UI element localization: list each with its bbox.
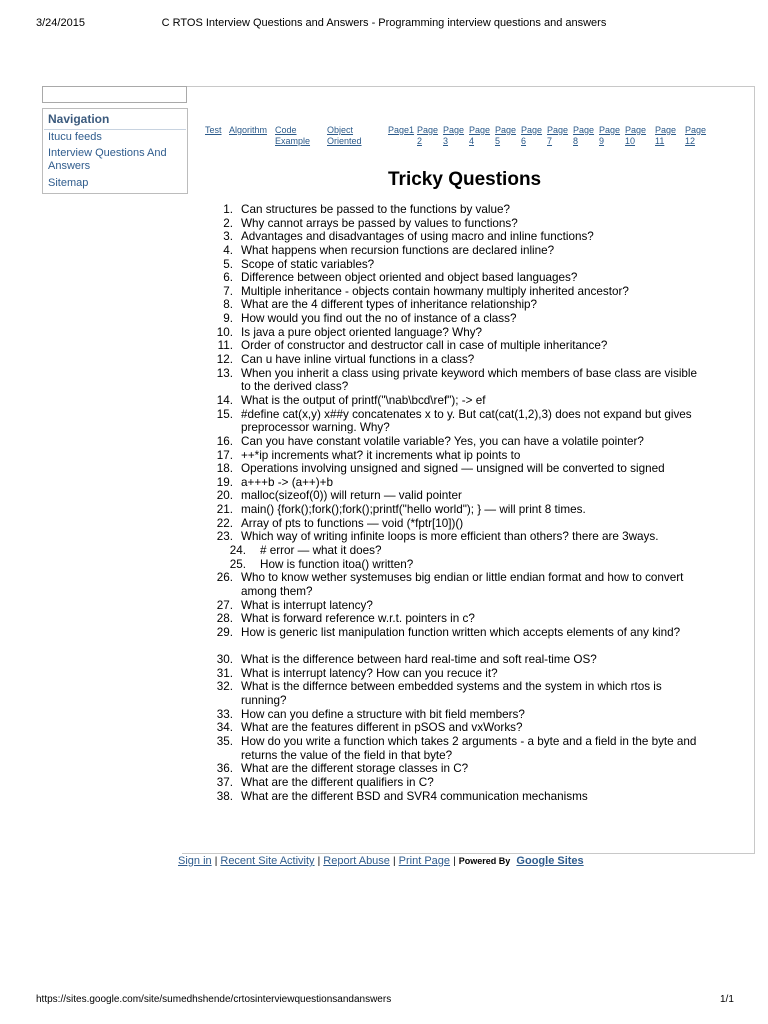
item-number: 30. xyxy=(216,653,233,667)
list-item xyxy=(0,667,768,681)
item-text: What are the different qualifiers in C? xyxy=(241,776,434,789)
list-item xyxy=(0,462,768,476)
item-text: How is generic list manipulation function written which accepts elements of any kind? xyxy=(241,625,681,639)
item-number: 16. xyxy=(216,434,233,448)
item-number: 38. xyxy=(216,789,233,803)
list-item xyxy=(0,449,768,463)
item-number: 36. xyxy=(216,762,233,776)
question-list xyxy=(0,203,768,803)
item-number: 4. xyxy=(223,243,233,257)
list-item xyxy=(0,367,768,394)
item-number: 11. xyxy=(217,339,233,353)
item-number: 8. xyxy=(223,298,233,312)
site-footer xyxy=(178,855,584,867)
item-number: 32. xyxy=(216,680,233,694)
page-heading: Tricky Questions xyxy=(388,169,542,190)
link-test[interactable]: Test xyxy=(205,125,222,135)
item-number: 3. xyxy=(223,230,233,244)
print-url: https://sites.google.com/site/sumedhshende/crtosinterviewquestionsandanswers xyxy=(36,994,392,1005)
google-sites-link[interactable]: Google Sites xyxy=(516,855,584,867)
item-number: 18. xyxy=(216,462,233,476)
footer-separator: | xyxy=(214,856,218,867)
item-text: Why cannot arrays be passed by values to functions? xyxy=(241,216,518,230)
list-item xyxy=(0,571,768,598)
link-page-10[interactable]: Page 10 xyxy=(625,125,647,146)
list-item xyxy=(0,271,768,285)
print-page-title: C RTOS Interview Questions and Answers - Programming interview questions and answers xyxy=(161,17,607,29)
link-page-5[interactable]: Page 5 xyxy=(495,125,517,146)
link-page-7[interactable]: Page 7 xyxy=(547,125,569,146)
list-item xyxy=(0,503,768,517)
search-input[interactable] xyxy=(42,86,187,103)
item-text: #define cat(x,y) x##y concatenates x to y. But cat(cat(1,2),3) does not expand but gives preprocessor warning. Why? xyxy=(241,407,692,435)
item-text: main() {fork();fork();fork();printf("hello world"); } — will print 8 times. xyxy=(241,503,586,517)
item-text: Advantages and disadvantages of using macro and inline functions? xyxy=(241,230,594,244)
item-text: Who to know wether systemuses big endian or little endian format and how to convert among them? xyxy=(241,571,684,598)
item-text: Difference between object oriented and object based languages? xyxy=(241,271,578,285)
list-item xyxy=(0,353,768,367)
print-page-number: 1/1 xyxy=(720,994,734,1005)
item-number: 33. xyxy=(216,707,233,721)
item-text: # error — what it does? xyxy=(260,544,382,558)
list-item xyxy=(0,680,768,707)
link-page-6[interactable]: Page 6 xyxy=(521,125,543,146)
item-text: Can structures be passed to the functions by value? xyxy=(241,203,510,216)
item-text: Is java a pure object oriented language? Why? xyxy=(241,325,483,339)
item-number: 20. xyxy=(216,489,233,503)
list-item xyxy=(0,626,768,653)
link-code-example[interactable]: Code Example xyxy=(275,125,311,146)
list-item xyxy=(0,258,768,272)
item-text: ++*ip increments what? it increments what ip points to xyxy=(241,448,521,462)
list-item xyxy=(0,435,768,449)
nav-item-sitemap[interactable]: Sitemap xyxy=(48,177,89,189)
item-text: Multiple inheritance - objects contain howmany multiply inherited ancestor? xyxy=(241,284,629,298)
print-date: 3/24/2015 xyxy=(36,17,85,29)
list-item xyxy=(0,230,768,244)
item-number: 31. xyxy=(216,666,233,680)
link-page-2[interactable]: Page 2 xyxy=(417,125,439,146)
item-text: Can u have inline virtual functions in a class? xyxy=(241,353,475,367)
item-text: What is the output of printf("\nab\bcd\ref"); -> ef xyxy=(241,393,486,407)
nav-item-interview-questions[interactable]: Interview Questions And Answers xyxy=(48,147,167,172)
item-text: a+++b -> (a++)+b xyxy=(241,475,333,489)
item-number: 14. xyxy=(216,393,233,407)
item-text: What are the different storage classes in C? xyxy=(241,762,469,776)
item-text: What is forward reference w.r.t. pointers in c? xyxy=(241,612,475,626)
list-item xyxy=(0,776,768,790)
item-text: Scope of static variables? xyxy=(241,257,375,271)
item-text: Order of constructor and destructor call in case of multiple inheritance? xyxy=(241,339,608,353)
item-text: What are the features different in pSOS and vxWorks? xyxy=(241,721,523,735)
list-item xyxy=(0,530,768,544)
link-page-4[interactable]: Page 4 xyxy=(469,125,491,146)
item-text: Array of pts to functions — void (*fptr[10])() xyxy=(241,516,464,530)
item-text: How would you find out the no of instance of a class? xyxy=(241,312,517,326)
list-item xyxy=(0,544,768,558)
item-number: 10. xyxy=(216,325,233,339)
recent-activity-link[interactable]: Recent Site Activity xyxy=(220,855,315,867)
list-item xyxy=(0,476,768,490)
list-item xyxy=(0,762,768,776)
item-number: 15. xyxy=(216,407,233,421)
list-item xyxy=(0,599,768,613)
item-text: What is the difference between hard real-time and soft real-time OS? xyxy=(241,653,597,667)
list-item xyxy=(0,394,768,408)
item-text: How is function itoa() written? xyxy=(260,557,414,571)
item-number: 23. xyxy=(216,530,233,544)
list-item xyxy=(0,298,768,312)
item-number: 22. xyxy=(216,516,233,530)
item-text: What is interrupt latency? xyxy=(241,598,373,612)
navigation-title: Navigation xyxy=(48,112,110,126)
item-number: 27. xyxy=(216,598,233,612)
powered-by-label: Powered By xyxy=(458,856,511,866)
footer-separator: | xyxy=(392,856,396,867)
report-abuse-link[interactable]: Report Abuse xyxy=(323,855,390,867)
item-number: 24. xyxy=(229,544,246,558)
item-text: Can you have constant volatile variable? Yes, you can have a volatile pointer? xyxy=(241,434,644,448)
item-text: malloc(sizeof(0)) will return — valid pointer xyxy=(241,489,462,503)
item-number: 25. xyxy=(229,557,246,571)
item-number: 19. xyxy=(216,475,233,489)
list-item xyxy=(0,721,768,735)
item-text: How can you define a structure with bit field members? xyxy=(241,707,525,721)
item-number: 7. xyxy=(223,284,233,298)
print-page-link[interactable]: Print Page xyxy=(398,855,451,867)
link-page-3[interactable]: Page 3 xyxy=(443,125,465,146)
navigation-divider xyxy=(44,129,186,130)
item-number: 37. xyxy=(216,776,233,789)
link-page-12[interactable]: Page 12 xyxy=(685,125,707,146)
list-item xyxy=(0,408,768,435)
list-item xyxy=(0,312,768,326)
list-item xyxy=(0,653,768,667)
link-object-oriented[interactable]: Object Oriented xyxy=(327,125,362,146)
list-item xyxy=(0,244,768,258)
item-number: 35. xyxy=(216,735,233,749)
navigation-panel xyxy=(42,108,188,194)
item-text: What is the differnce between embedded systems and the system in which rtos is running? xyxy=(241,680,662,708)
item-number: 9. xyxy=(223,312,233,326)
item-number: 28. xyxy=(216,612,233,626)
item-text: Which way of writing infinite loops is more efficient than others? there are 3ways. xyxy=(241,530,659,544)
list-item xyxy=(0,790,768,804)
nav-item-itucu-feeds[interactable]: Itucu feeds xyxy=(48,131,102,143)
item-text: Operations involving unsigned and signed — unsigned will be converted to signed xyxy=(241,462,665,476)
item-number: 1. xyxy=(223,203,233,216)
list-item xyxy=(0,285,768,299)
item-number: 21. xyxy=(216,503,233,517)
item-number: 29. xyxy=(216,625,233,639)
item-number: 26. xyxy=(216,571,233,585)
list-item xyxy=(0,489,768,503)
item-text: How do you write a function which takes 2 arguments - a byte and a field in the byte and returns the value of the field in that byte? xyxy=(241,735,697,762)
item-number: 34. xyxy=(216,721,233,735)
item-number: 6. xyxy=(223,271,233,285)
item-text: What are the different BSD and SVR4 communication mechanisms xyxy=(241,789,588,803)
list-item xyxy=(0,203,768,217)
link-page1[interactable]: Page1 xyxy=(388,125,415,135)
list-item xyxy=(0,558,768,572)
list-item xyxy=(0,517,768,531)
item-number: 12. xyxy=(216,353,233,367)
link-page-11[interactable]: Page 11 xyxy=(655,125,677,146)
item-text: What is interrupt latency? How can you recuce it? xyxy=(241,666,498,680)
link-page-9[interactable]: Page 9 xyxy=(599,125,621,146)
item-text: What are the 4 different types of inheritance relationship? xyxy=(241,298,538,312)
footer-separator: | xyxy=(317,856,321,867)
list-item xyxy=(0,339,768,353)
item-number: 13. xyxy=(216,366,233,380)
footer-separator: | xyxy=(453,856,456,867)
list-item xyxy=(0,708,768,722)
list-item xyxy=(0,217,768,231)
list-item xyxy=(0,326,768,340)
link-algorithm[interactable]: Algorithm xyxy=(229,125,268,135)
item-number: 5. xyxy=(223,257,233,271)
link-page-8[interactable]: Page 8 xyxy=(573,125,595,146)
item-text: When you inherit a class using private keyword which members of base class are visible to the derived class? xyxy=(241,366,698,394)
item-number: 2. xyxy=(223,216,233,230)
list-item xyxy=(0,735,768,762)
sign-in-link[interactable]: Sign in xyxy=(178,855,212,867)
item-number: 17. xyxy=(216,448,233,462)
item-text: What happens when recursion functions are declared inline? xyxy=(241,243,555,257)
list-item xyxy=(0,612,768,626)
